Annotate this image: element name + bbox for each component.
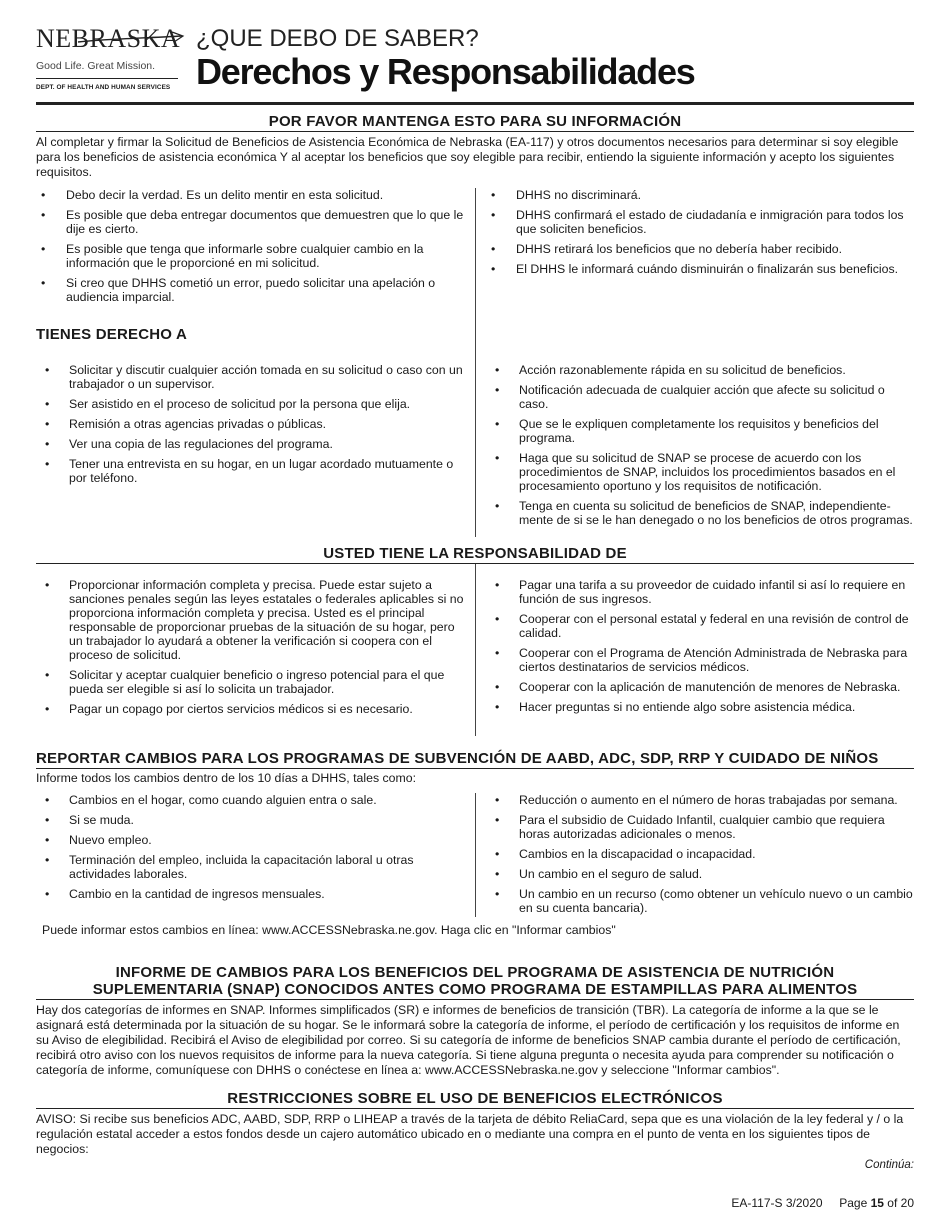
page-number: 15: [870, 1196, 884, 1210]
report-left-list: [36, 793, 465, 901]
header-titles: [196, 26, 695, 92]
list-item: • Que se le expliquen completamente los requisitos y beneficios del programa.: [486, 417, 914, 445]
info-columns: [36, 188, 914, 310]
header-rule: [36, 102, 914, 105]
list-item: • Cooperar con el personal estatal y federal en una revisión de control de calidad.: [486, 612, 914, 640]
page-label: Page: [839, 1196, 868, 1210]
report-right-list: [486, 793, 914, 915]
list-item: • Si creo que DHHS cometió un error, puedo solicitar una apelación o audiencia imparcial.: [36, 276, 465, 304]
logo-swoosh-icon: [36, 30, 186, 52]
rights-columns: [36, 359, 914, 537]
rights-left-list: [36, 363, 465, 485]
page-total: of 20: [887, 1196, 914, 1210]
list-item: • Solicitar y discutir cualquier acción tomada en su solicitud o caso con un trabajador o un supervisor.: [36, 363, 465, 391]
snap-heading: [36, 964, 914, 1000]
rights-heading: TIENES DERECHO A: [36, 326, 187, 343]
dhhs-logo: [36, 26, 186, 91]
list-item: • Hacer preguntas si no entiende algo sobre asistencia médica.: [486, 700, 914, 714]
snap-heading-line2: SUPLEMENTARIA (SNAP) CONOCIDOS ANTES COMO PROGRAMA DE ESTAMPILLAS PARA ALIMENTOS: [92, 981, 858, 998]
list-item: • DHHS retirará los beneficios que no debería haber recibido.: [486, 242, 914, 256]
list-item: • El DHHS le informará cuándo disminuirán o finalizarán sus beneficios.: [486, 262, 914, 276]
list-item: • Reducción o aumento en el número de horas trabajadas por semana.: [486, 793, 914, 807]
form-number: EA-117-S 3/2020: [731, 1196, 823, 1210]
info-right-list: [486, 188, 914, 276]
responsibility-right-list: [486, 578, 914, 714]
snap-body: Hay dos categorías de informes en SNAP. Informes simplificados (SR) e informes de beneficios de transición (TBR). La categoría de informe a la que se le asignará está determinada por la situación de su hogar. Se le informará sobre la categoría de informe, el período de certificación y los requisitos de informe en su Aviso de elegibilidad. Recibirá el Aviso de elegibilidad por correo. Si su categoría de informe de beneficios SNAP cambia durante el período de certificación, recibirá otro aviso con los nuevos requisitos de informe para la nueva categoría. Si tiene alguna pregunta o necesita ayuda para comprender su notificación o categoría de informe, comuníquese con DHHS o conéctese en línea a: www.ACCESSNebraska.ne.gov y seleccione "Informar cambios".: [36, 1003, 901, 1077]
list-item: • Un cambio en un recurso (como obtener un vehículo nuevo o un cambio en su cuenta bancaria).: [486, 887, 914, 915]
info-heading: POR FAVOR MANTENGA ESTO PARA SU INFORMACIÓN: [36, 104, 914, 132]
list-item: • Si se muda.: [36, 813, 465, 827]
restrictions-body: AVISO: Si recibe sus beneficios ADC, AABD, SDP, RRP o LIHEAP a través de la tarjeta de débito ReliaCard, sepa que es una violación de la ley federal y / o la regulación estatal acceder a estos fondos desde un cajero automático ubicado en o mediante una compra en el punto de venta en los siguientes tipos de negocios:: [36, 1112, 904, 1156]
logo-tagline: Good Life. Great Mission.: [36, 60, 156, 72]
list-item: • Ver una copia de las regulaciones del programa.: [36, 437, 465, 451]
list-item: • Acción razonablemente rápida en su solicitud de beneficios.: [486, 363, 914, 377]
page-header: [36, 0, 914, 104]
list-item: • Es posible que tenga que informarle sobre cualquier cambio en la información que le proporcioné en mi solicitud.: [36, 242, 465, 270]
list-item: • Debo decir la verdad. Es un delito mentir en esta solicitud.: [36, 188, 465, 202]
logo-divider: [36, 78, 178, 79]
document-page: [36, 0, 914, 1171]
list-item: • Es posible que deba entregar documentos que demuestren que lo que le dije es cierto.: [36, 208, 465, 236]
list-item: • Cambios en la discapacidad o incapacidad.: [486, 847, 914, 861]
list-item: • Terminación del empleo, incluida la capacitación laboral u otras actividades laborales.: [36, 853, 465, 881]
info-left-list: [36, 188, 465, 304]
list-item: • Tenga en cuenta su solicitud de beneficios de SNAP, independiente-mente de si se le han denegado o no los beneficios de otros programas.: [486, 499, 914, 527]
report-online-note: Puede informar estos cambios en línea: www.ACCESSNebraska.ne.gov. Haga clic en "Informar cambios": [42, 923, 616, 937]
list-item: • Nuevo empleo.: [36, 833, 465, 847]
report-intro: Informe todos los cambios dentro de los 10 días a DHHS, tales como:: [36, 771, 417, 785]
list-item: • Haga que su solicitud de SNAP se procese de acuerdo con los procedimientos de SNAP, incluidos los procedimientos basados en el procesamiento oportuno y los requisitos de notificación.: [486, 451, 914, 493]
list-item: • Solicitar y aceptar cualquier beneficio o ingreso potencial para el que pueda ser elegible si así lo solicita un trabajador.: [36, 668, 465, 696]
list-item: • Cooperar con el Programa de Atención Administrada de Nebraska para ciertos destinatarios de servicios médicos.: [486, 646, 914, 674]
snap-heading-line1: INFORME DE CAMBIOS PARA LOS BENEFICIOS DEL PROGRAMA DE ASISTENCIA DE NUTRICIÓN: [115, 964, 835, 981]
page-title: Derechos y Responsabilidades: [196, 51, 695, 92]
list-item: • Cambios en el hogar, como cuando alguien entra o sale.: [36, 793, 465, 807]
list-item: • Pagar una tarifa a su proveedor de cuidado infantil si así lo requiere en función de sus ingresos.: [486, 578, 914, 606]
list-item: • Cambio en la cantidad de ingresos mensuales.: [36, 887, 465, 901]
list-item: • Ser asistido en el proceso de solicitud por la persona que elija.: [36, 397, 465, 411]
header-question: ¿QUE DEBO DE SABER?: [196, 25, 479, 52]
report-heading: REPORTAR CAMBIOS PARA LOS PROGRAMAS DE SUBVENCIÓN DE AABD, ADC, SDP, RRP Y CUIDADO DE NIÑOS: [36, 750, 914, 769]
continued-note: Continúa:: [864, 1159, 914, 1171]
page-footer: [731, 1196, 914, 1210]
report-columns: [36, 793, 914, 917]
list-item: • Cooperar con la aplicación de manutención de menores de Nebraska.: [486, 680, 914, 694]
responsibility-left-list: [36, 578, 465, 716]
list-item: • Un cambio en el seguro de salud.: [486, 867, 914, 881]
list-item: • Para el subsidio de Cuidado Infantil, cualquier cambio que requiera horas autorizadas adicionales o menos.: [486, 813, 914, 841]
logo-dept: DEPT. OF HEALTH AND HUMAN SERVICES: [36, 84, 171, 91]
list-item: • Notificación adecuada de cualquier acción que afecte su solicitud o caso.: [486, 383, 914, 411]
list-item: • Pagar un copago por ciertos servicios médicos si es necesario.: [36, 702, 465, 716]
info-intro: Al completar y firmar la Solicitud de Beneficios de Asistencia Económica de Nebraska (EA-117) y otros documentos necesarios para determinar si soy elegible para los beneficios de asistencia económica Y al aceptar los beneficios que soy elegible para recibir, entiendo la siguiente información y acepto los siguientes requisitos.: [36, 135, 899, 179]
rights-right-list: [486, 363, 914, 527]
responsibility-heading: USTED TIENE LA RESPONSABILIDAD DE: [36, 537, 914, 564]
list-item: • Tener una entrevista en su hogar, en un lugar acordado mutuamente o por teléfono.: [36, 457, 465, 485]
list-item: • DHHS confirmará el estado de ciudadanía e inmigración para todos los que soliciten beneficios.: [486, 208, 914, 236]
responsibility-columns: [36, 564, 914, 736]
logo-name: NEBRASKA: [36, 24, 181, 53]
restrictions-heading: RESTRICCIONES SOBRE EL USO DE BENEFICIOS ELECTRÓNICOS: [36, 1078, 914, 1109]
list-item: • DHHS no discriminará.: [486, 188, 914, 202]
list-item: • Proporcionar información completa y precisa. Puede estar sujeto a sanciones penales según las leyes estatales o federales aplicables si no proporciona información completa y precisa. Usted es el principal responsable de proporcionar pruebas de la situación de su hogar, pero un trabajador lo ayudará a obtener la verificación si coopera con el proceso de solicitud.: [36, 578, 465, 662]
list-item: • Remisión a otras agencias privadas o públicas.: [36, 417, 465, 431]
